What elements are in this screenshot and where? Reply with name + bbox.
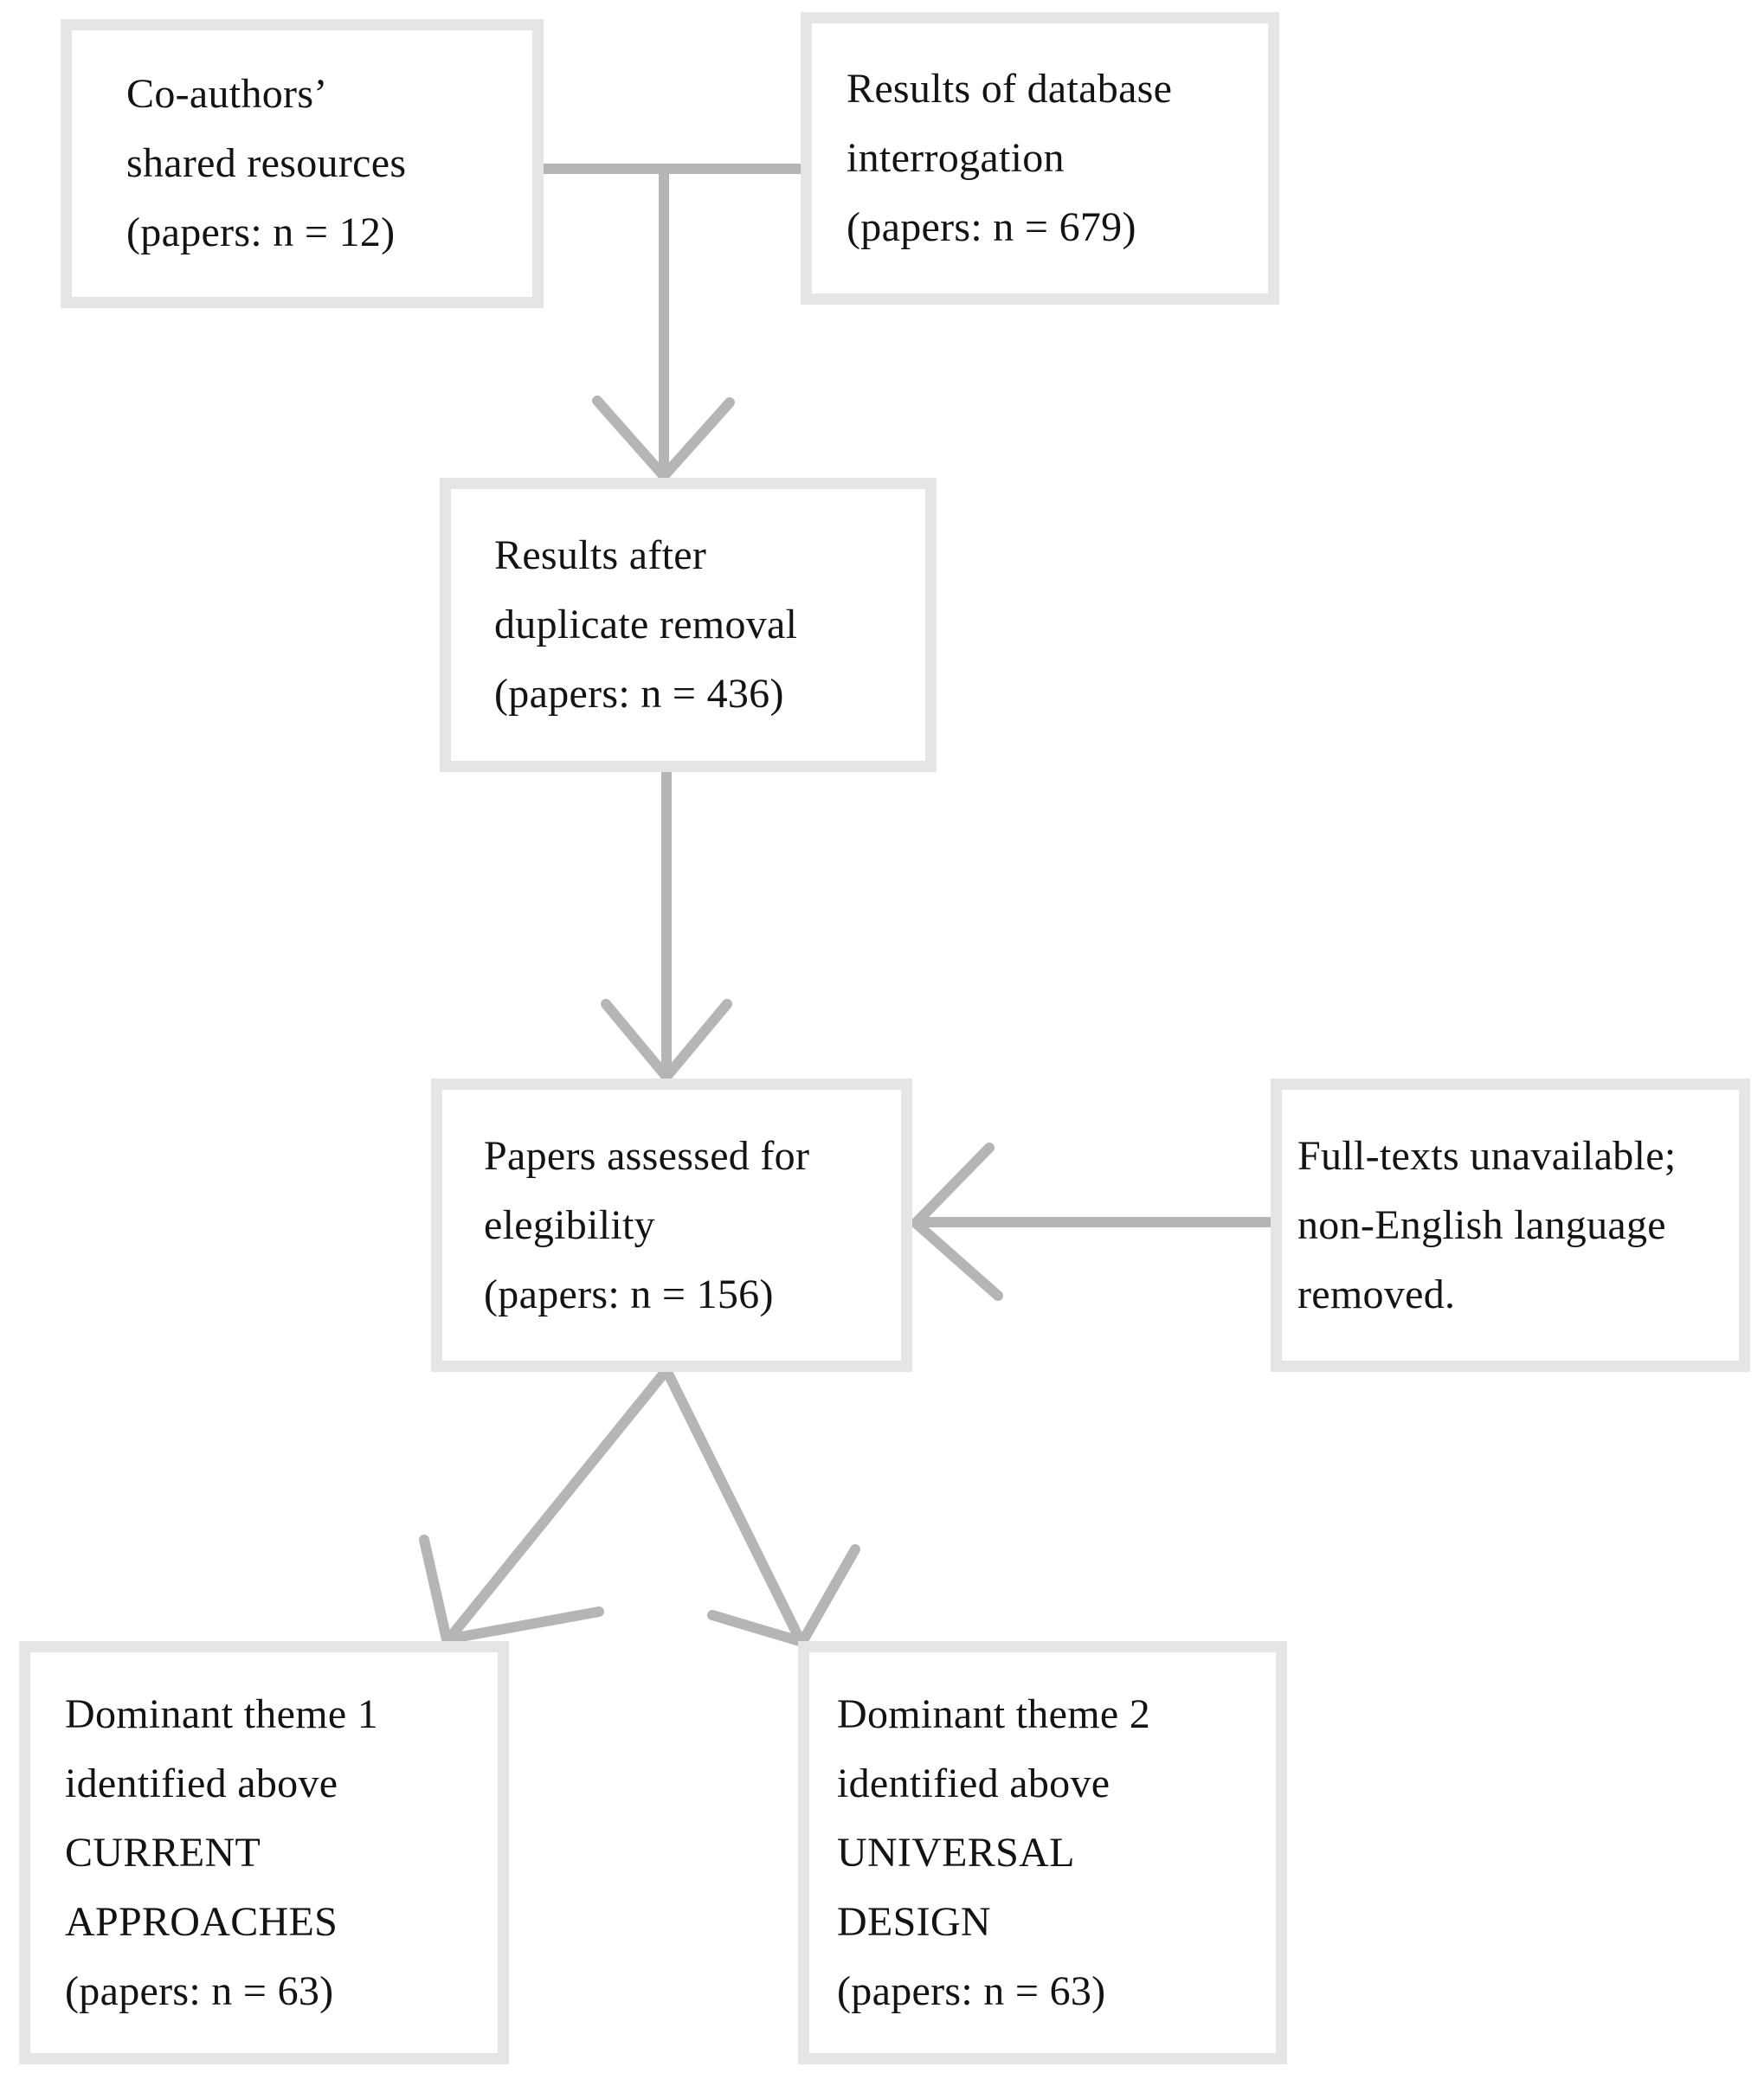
node-text-line: Co-authors’ [126, 71, 328, 117]
node-text-line: elegibility [484, 1201, 655, 1248]
node-fulltexts-excluded [1271, 1078, 1750, 1372]
node-text-line: (papers: n = 63) [65, 1967, 334, 2014]
node-text-line: Dominant theme 2 [837, 1690, 1151, 1737]
node-text-line: Papers assessed for [484, 1132, 810, 1179]
node-text-line: Dominant theme 1 [65, 1690, 379, 1737]
node-duplicate-removal [440, 478, 937, 772]
node-text-line: duplicate removal [494, 602, 798, 647]
arrowhead-theme2-icon [712, 1549, 855, 1642]
node-text-line: (papers: n = 63) [837, 1967, 1106, 2014]
node-text-line: Full-texts unavailable; [1297, 1132, 1677, 1179]
arrowhead-to-eligibility-icon [606, 1004, 727, 1077]
node-dominant-theme-2 [798, 1641, 1287, 2064]
node-text-line: (papers: n = 436) [494, 671, 784, 717]
arrowhead-theme1-icon [424, 1540, 599, 1639]
node-database-interrogation [801, 12, 1279, 305]
node-text-line: non-English language [1297, 1201, 1666, 1248]
node-text-line: shared resources [126, 140, 407, 186]
node-text-line: (papers: n = 156) [484, 1271, 774, 1317]
node-text-line: DESIGN [837, 1898, 991, 1945]
node-text-line: identified above [65, 1760, 338, 1806]
node-text-line: identified above [837, 1760, 1111, 1806]
node-text-line: (papers: n = 679) [847, 204, 1136, 250]
node-assessed-for-eligibility [431, 1078, 912, 1372]
node-text-line: removed. [1297, 1271, 1456, 1317]
node-text-line: UNIVERSAL [837, 1829, 1075, 1876]
node-coauthors-shared-resources [61, 19, 544, 308]
node-text-line: CURRENT [65, 1829, 261, 1876]
node-text-line: (papers: n = 12) [126, 209, 396, 255]
node-text-line: Results of database [847, 66, 1173, 112]
arrow-shaft-theme1 [449, 1370, 666, 1638]
node-text-line: interrogation [847, 135, 1065, 181]
connectors [424, 169, 1271, 1642]
arrowhead-exclusion-icon [916, 1148, 998, 1296]
node-dominant-theme-1 [19, 1641, 509, 2064]
node-text-line: APPROACHES [65, 1898, 338, 1945]
arrowhead-to-duplicates-icon [597, 401, 730, 476]
node-text-line: Results after [494, 532, 707, 578]
arrow-shaft-theme2 [666, 1370, 800, 1639]
